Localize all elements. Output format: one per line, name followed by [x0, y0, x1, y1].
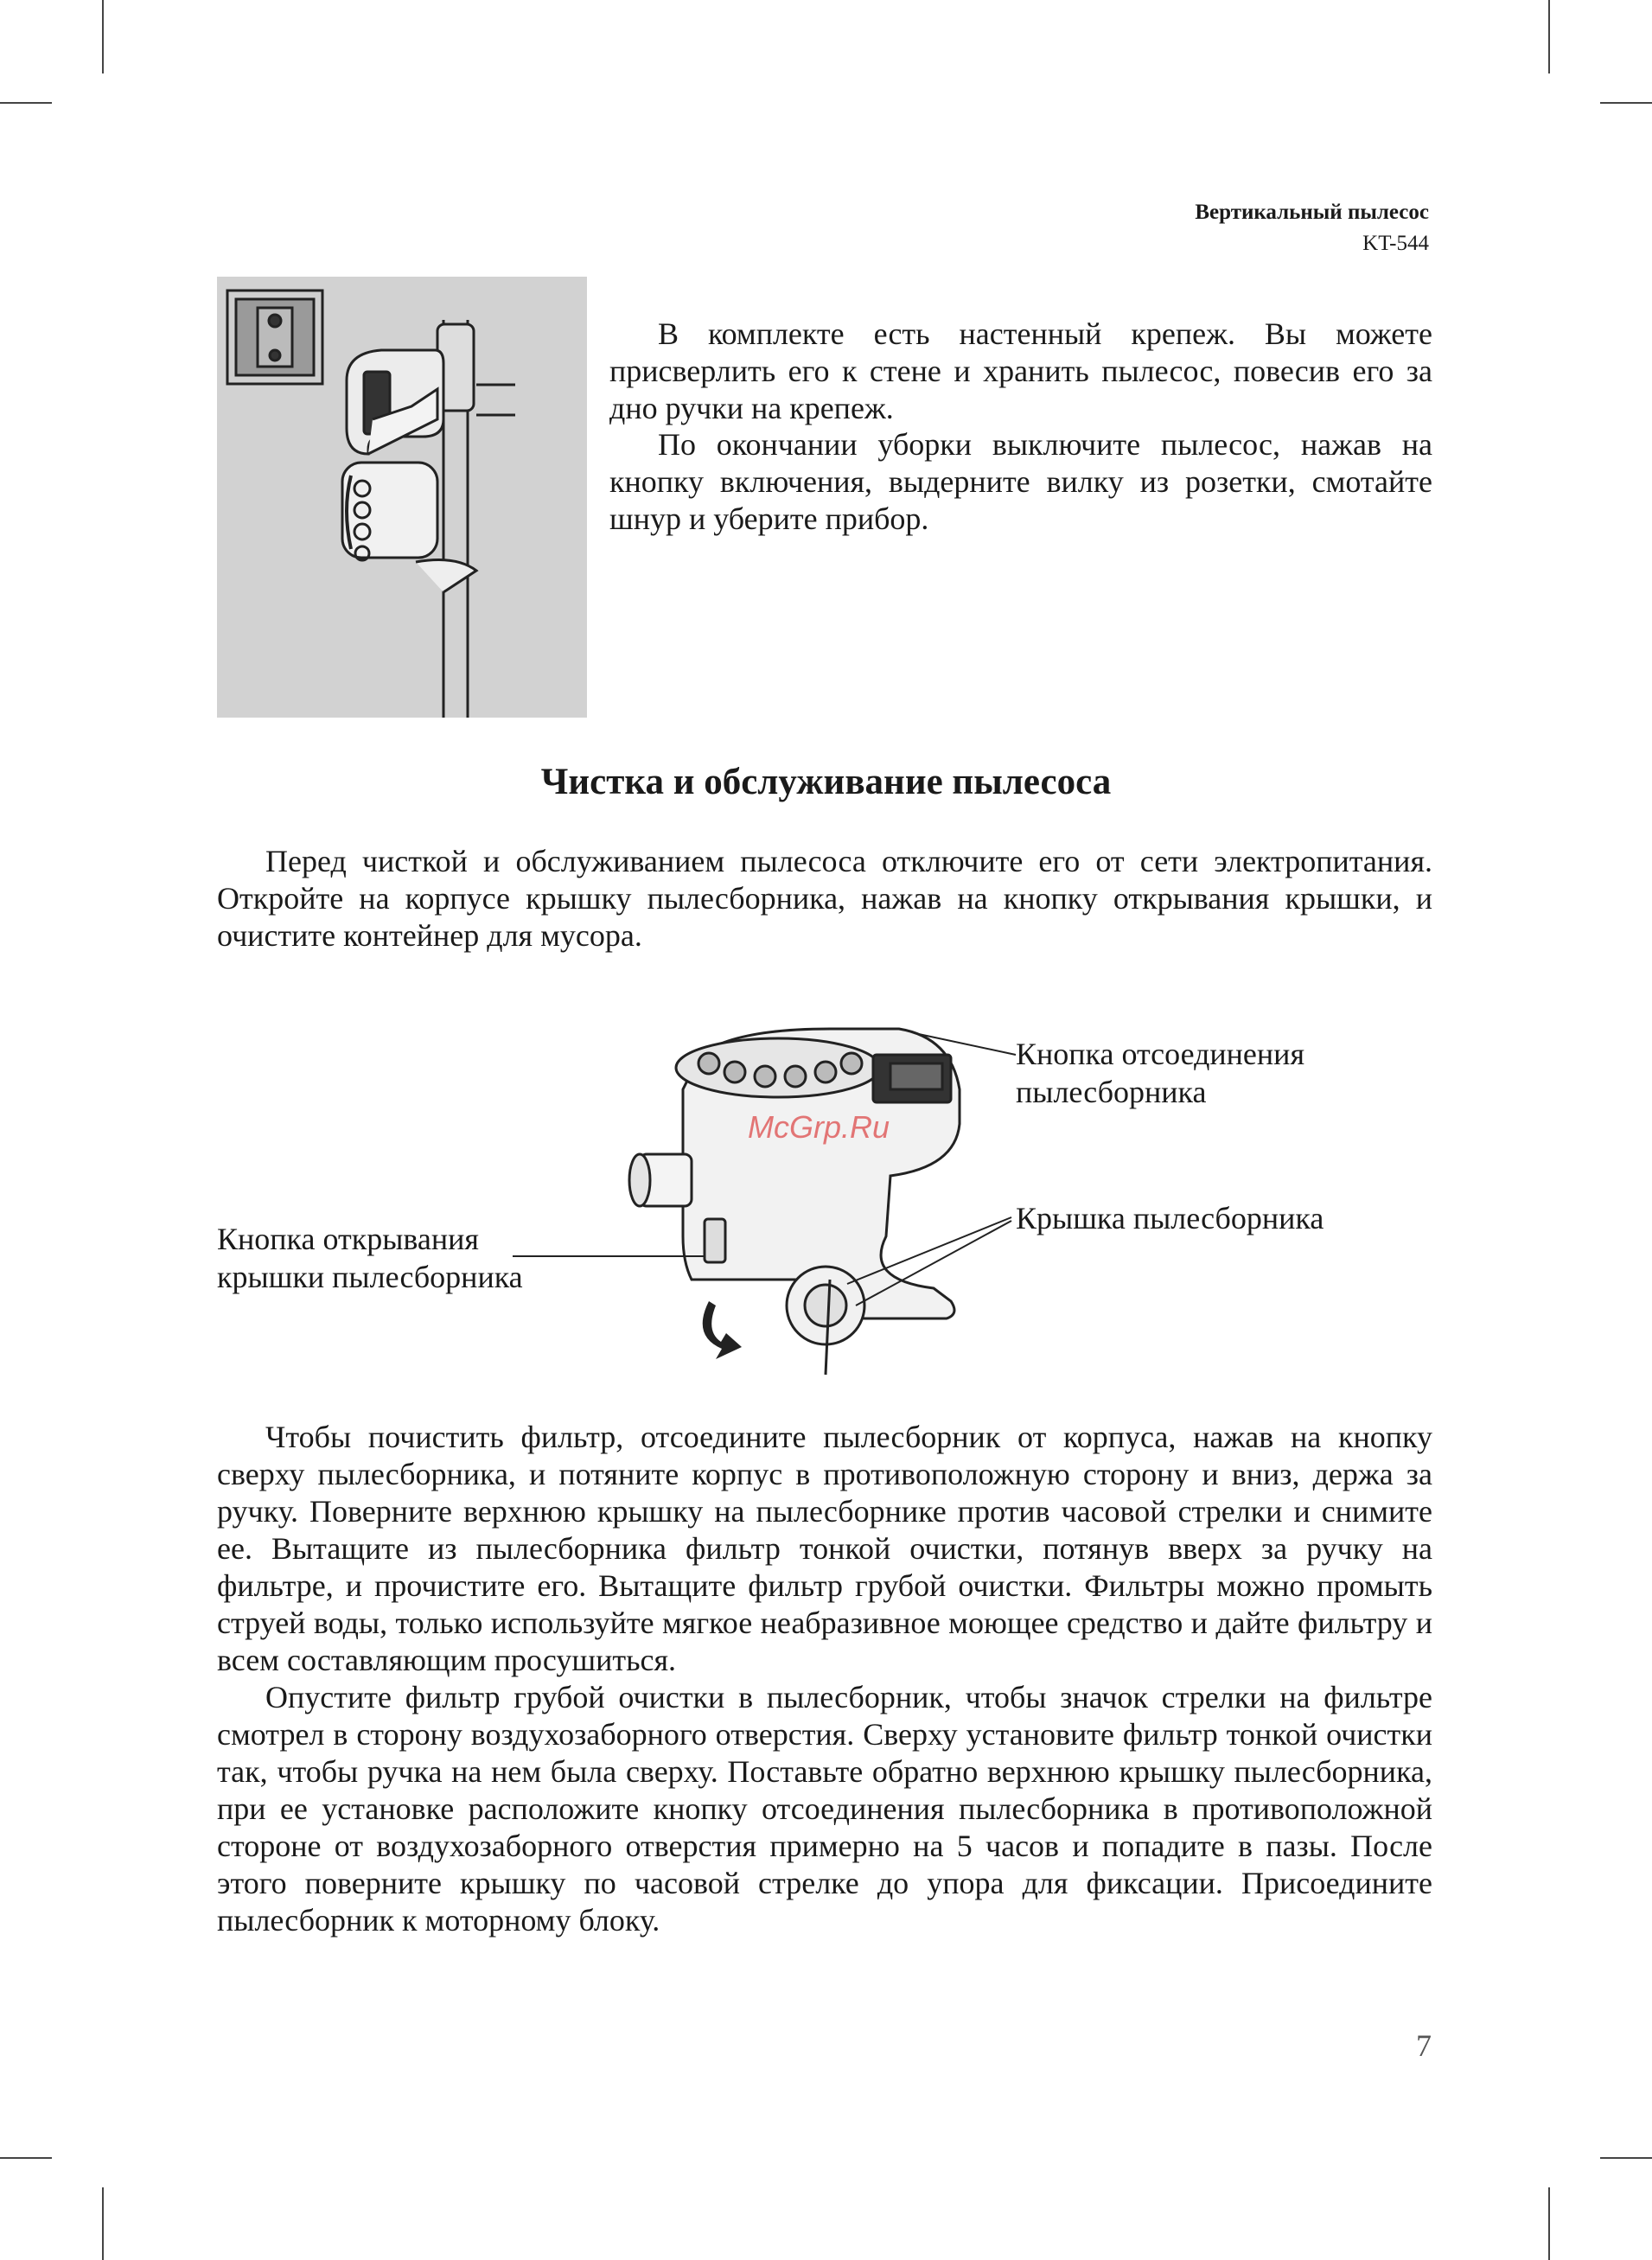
- crop-mark: [1600, 102, 1652, 104]
- crop-mark: [1548, 2187, 1550, 2260]
- crop-mark: [102, 0, 104, 73]
- dust-container-illustration: [605, 1003, 1055, 1392]
- crop-mark: [0, 102, 52, 104]
- header-title: Вертикальный пылесос: [1195, 201, 1429, 224]
- rotation-arrow-icon: [703, 1301, 742, 1359]
- vacuum-body-drawing: [605, 1003, 1055, 1392]
- crop-mark: [0, 2157, 52, 2159]
- intro-paragraph-1: В комплекте есть настенный крепеж. Вы можете присверлить его к стене и хранить пылесос, повесив его за дно ручки на крепеж.: [609, 316, 1432, 425]
- callout-dust-cover: Крышка пылесборника: [1016, 1201, 1324, 1235]
- intro-paragraph-2: По окончании уборки выключите пылесос, нажав на кнопку включения, выдерните вилку из розетки, смотайте шнур и уберите прибор.: [609, 427, 1432, 536]
- page-number: 7: [1416, 2028, 1432, 2063]
- crop-mark: [1548, 0, 1550, 73]
- watermark: McGrp.Ru: [748, 1109, 890, 1145]
- section-heading: Чистка и обслуживание пылесоса: [540, 762, 1112, 802]
- crop-mark: [1600, 2157, 1652, 2159]
- callout-open-button: Кнопка открывания крышки пылесборника: [217, 1222, 523, 1294]
- vacuum-wall-mount-drawing: [217, 277, 587, 718]
- running-header: [1195, 197, 1429, 259]
- wall-mount-illustration: [217, 277, 587, 718]
- callout-detach-button: Кнопка отсоединения пылесборника: [1016, 1037, 1305, 1109]
- crop-mark: [102, 2187, 104, 2260]
- section-paragraph-1: Перед чисткой и обслуживанием пылесоса отключите его от сети электропитания. Откройте на корпусе крышку пылесборника, нажав на кнопку открывания крышки, и очистите контейнер для мусора.: [217, 844, 1432, 953]
- section-paragraph-3: Опустите фильтр грубой очистки в пылесборник, чтобы значок стрелки на фильтре смотрел в сторону воздухозаборного отверстия. Сверху установите фильтр тонкой очистки так, чтобы ручка на нем была сверху. Поставьте обратно верхнюю крышку пылесборника, при ее установке расположите кнопку отсоединения пылесборника в противоположной стороне от воздухозаборного отверстия примерно на 5 часов и попадите в пазы. После этого поверните крышку по часовой стрелке до упора для фиксации. Присоедините пылесборник к моторному блоку.: [217, 1680, 1432, 1938]
- header-model: KT-544: [1362, 232, 1429, 255]
- section-paragraph-2: Чтобы почистить фильтр, отсоедините пылесборник от корпуса, нажав на кнопку сверху пылесборника, и потяните корпус в противоположную сторону и вниз, держа за ручку. Поверните верхнюю крышку на пылесборнике против часовой стрелки и снимите ее. Вытащите из пылесборника фильтр тонкой очистки, потянув вверх за ручку на фильтре, и прочистите его. Вытащите фильтр грубой очистки. Фильтры можно промыть струей воды, только используйте мягкое неабразивное моющее средство и дайте фильтру и всем составляющим просушиться.: [217, 1420, 1432, 1677]
